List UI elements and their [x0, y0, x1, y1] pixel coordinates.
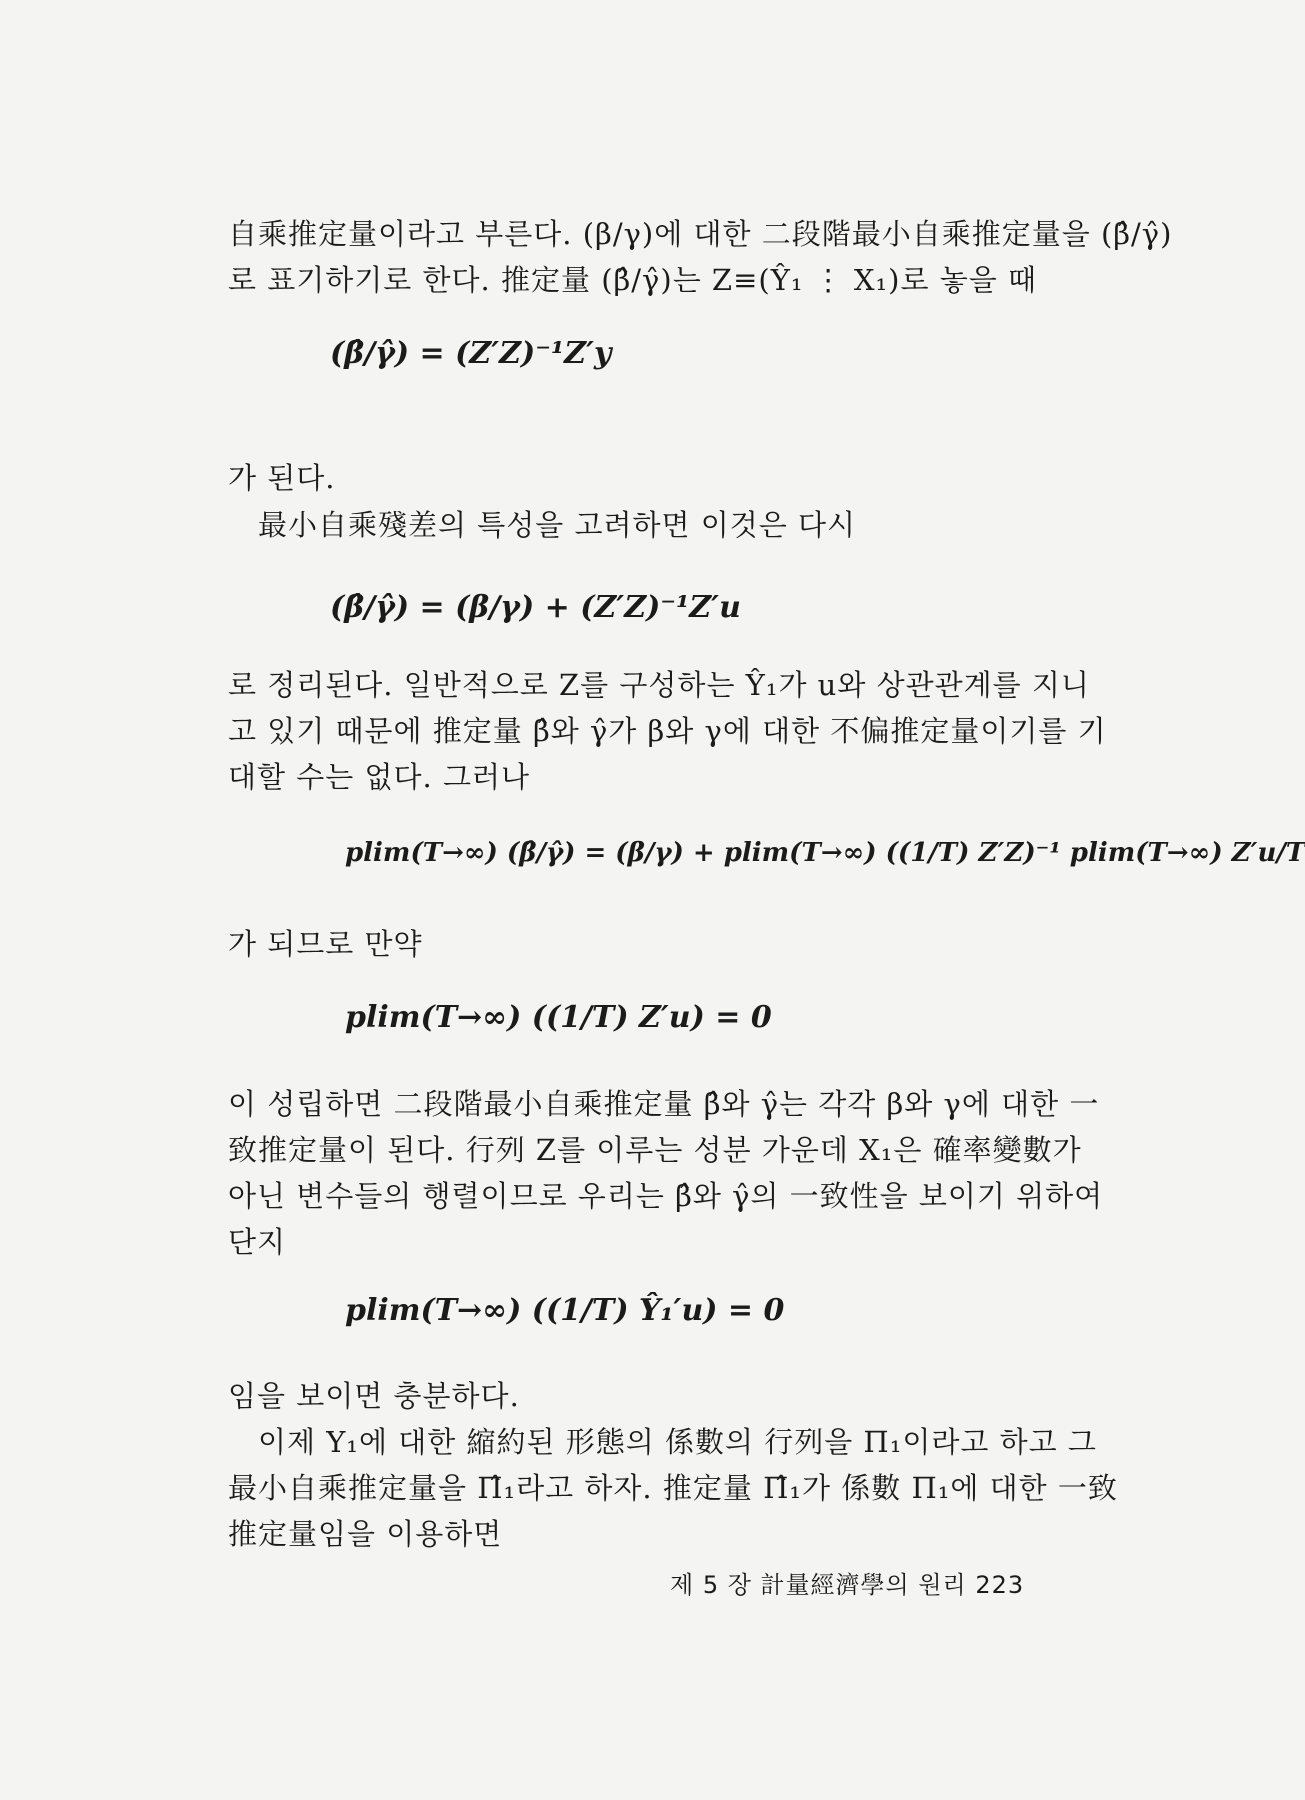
- text-line-8: 가 되므로 만약: [228, 927, 423, 961]
- equation-3: plim(T→∞) (β̂/γ̂) = (β/γ) + plim(T→∞) ((1/T) Z′Z)⁻¹ plim(T→∞) Z′u/T: [345, 838, 1305, 868]
- text-line-15: 最小自乘推定量을 Π̂₁라고 하자. 推定量 Π̂₁가 係數 Π₁에 대한 一致: [228, 1471, 1118, 1505]
- equation-4: plim(T→∞) ((1/T) Z′u) = 0: [345, 1000, 772, 1035]
- text-line-3: 가 된다.: [228, 461, 336, 495]
- text-line-14: 이제 Y₁에 대한 縮約된 形態의 係數의 行列을 Π₁이라고 하고 그: [258, 1425, 1097, 1459]
- equation-5: plim(T→∞) ((1/T) Ŷ₁′u) = 0: [345, 1293, 785, 1328]
- text-line-12: 단지: [228, 1225, 287, 1259]
- equation-2: (β̂/γ̂) = (β/γ) + (Z′Z)⁻¹Z′u: [330, 590, 741, 625]
- text-line-5: 로 정리된다. 일반적으로 Z를 구성하는 Ŷ₁가 u와 상관관계를 지니: [228, 668, 1090, 702]
- page-footer: 제 5 장 計量經濟學의 원리 223: [670, 1571, 1025, 1599]
- text-line-11: 아닌 변수들의 행렬이므로 우리는 β̂와 γ̂의 一致性을 보이기 위하여: [228, 1179, 1104, 1213]
- text-line-9: 이 성립하면 二段階最小自乘推定量 β̂와 γ̂는 각각 β와 γ에 대한 一: [228, 1087, 1100, 1121]
- text-line-7: 대할 수는 없다. 그러나: [228, 760, 530, 794]
- text-line-6: 고 있기 때문에 推定量 β̂와 γ̂가 β와 γ에 대한 不偏推定量이기를 기: [228, 714, 1107, 748]
- equation-1: (β̂/γ̂) = (Z′Z)⁻¹Z′y: [330, 336, 612, 371]
- text-line-4: 最小自乘殘差의 특성을 고려하면 이것은 다시: [258, 508, 857, 542]
- text-line-10: 致推定量이 된다. 行列 Z를 이루는 성분 가운데 X₁은 確率變數가: [228, 1133, 1082, 1167]
- text-line-1: 自乘推定量이라고 부른다. (β/γ)에 대한 二段階最小自乘推定量을 (β̂/γ̂): [228, 217, 1173, 251]
- text-line-2: 로 표기하기로 한다. 推定量 (β̂/γ̂)는 Z≡(Ŷ₁ ⋮ X₁)로 놓을 때: [228, 263, 1037, 297]
- text-line-13: 임을 보이면 충분하다.: [228, 1379, 520, 1413]
- text-line-16: 推定量임을 이용하면: [228, 1517, 503, 1551]
